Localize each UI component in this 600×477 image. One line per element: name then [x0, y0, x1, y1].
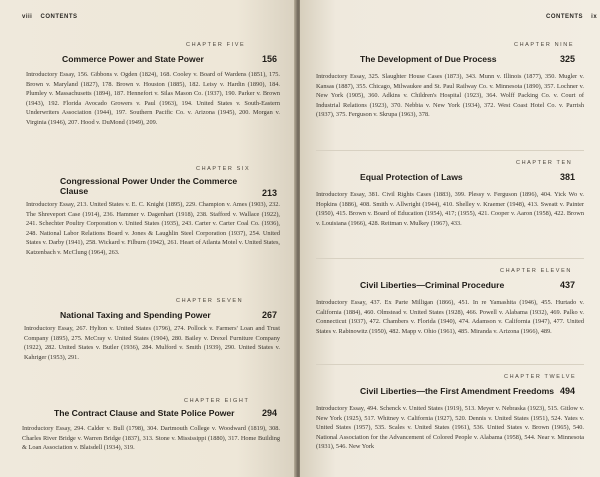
chapter-title: Congressional Power Under the Commerce Clause [60, 176, 238, 196]
chapter-label: CHAPTER FIVE [186, 42, 246, 48]
chapter-label: CHAPTER TWELVE [504, 374, 577, 380]
chapter-page: 267 [262, 310, 278, 320]
chapter-label: CHAPTER TEN [516, 160, 573, 166]
divider [316, 258, 584, 259]
chapter-title: Civil Liberties—the First Amendment Freedoms [360, 386, 555, 396]
chapter-label: CHAPTER ELEVEN [500, 268, 572, 274]
chapter-page: 494 [560, 386, 576, 396]
chapter-contents: Introductory Essay, 294. Calder v. Bull (1798), 304. Dartmouth College v. Woodward (1819), 308. Charles River Bridge v. Warren Bridge (1837), 313. Stone v. Mississippi (1880), 317. Home Building & Loan Association v. Blaisdell (1934), 319. [22, 425, 280, 452]
left-page [0, 0, 296, 477]
chapter-contents: Introductory Essay, 213. United States v. E. C. Knight (1895), 229. Champion v. Ames (1903), 232. The Shreveport Case (1914), 236. Hammer v. Dagenhart (1918), 238. Stafford v. Wallace (1922), 241. Schechter Poultry Corporation v. United States (1935), 243. Carter v. Carter Coal Co. (1936), 248. National Labor Relations Board v. Jones & Laughlin Steel Corporation (1937), 254. United States v. Darby (1941), 258. Wickard v. Filburn (1942), 261. Heart of Atlanta Motel v. United States, Katzenbach v. McClung (1964), 263. [26, 201, 280, 256]
chapter-contents: Introductory Essay, 267. Hylton v. United States (1796), 274. Pollock v. Farmers' Loan and Trust Company (1895), 275. McCray v. United States (1904), 280. Bailey v. Drexel Furniture Company (1922), 282. United States v. Butler (1936), 284. Mulford v. Smith (1939), 290. United States v. Kahriger (1953), 291. [24, 325, 280, 361]
chapter-title: National Taxing and Spending Power [60, 310, 211, 320]
running-head-right [546, 14, 597, 20]
chapter-label: CHAPTER EIGHT [184, 398, 250, 404]
chapter-label: CHAPTER NINE [514, 42, 575, 48]
chapter-label: CHAPTER SEVEN [176, 298, 244, 304]
chapter-page: 294 [262, 408, 278, 418]
page-number: ix [591, 14, 598, 20]
running-head-label: CONTENTS [40, 14, 78, 20]
chapter-title: The Contract Clause and State Police Power [54, 408, 235, 418]
page-number: viii [22, 14, 33, 20]
running-head-left [22, 14, 78, 20]
chapter-page: 437 [560, 280, 576, 290]
chapter-contents: Introductory Essay, 325. Slaughter House Cases (1873), 343. Munn v. Illinois (1877), 350. Mugler v. Kansas (1887), 355. Chicago, Milwaukee and St. Paul Railway Co. v. Minnesota (1890), 357. Lochner v. New York (1905), 360. Adkins v. Children's Hospital (1923), 364. Wolff Packing Co. v. Court of Industrial Relations (1923), 370. Nebbia v. New York (1934), 372. West Coast Hotel Co. v. Parrish (1937), 375. Ferguson v. Skrupa (1963), 378. [316, 73, 584, 119]
chapter-title: Civil Liberties—Criminal Procedure [360, 280, 505, 290]
chapter-title: The Development of Due Process [360, 54, 497, 64]
chapter-page: 325 [560, 54, 576, 64]
chapter-label: CHAPTER SIX [196, 166, 251, 172]
divider [316, 364, 584, 365]
right-page [300, 0, 600, 477]
chapter-page: 156 [262, 54, 278, 64]
running-head-label: CONTENTS [546, 14, 583, 20]
chapter-page: 213 [262, 188, 278, 198]
chapter-contents: Introductory Essay, 437. Ex Parte Milligan (1866), 451. In re Yamashita (1946), 455. Hurtado v. California (1884), 460. Olmstead v. United States (1928), 466. Powell v. Alabama (1932), 469. Palko v. Connecticut (1937), 472. Chambers v. Florida (1940), 474. Adamson v. California (1947), 477. United States v. Rabinowitz (1950), 482. Mapp v. Ohio (1961), 485. Miranda v. Arizona (1966), 489. [316, 299, 584, 335]
chapter-contents: Introductory Essay, 381. Civil Rights Cases (1883), 399. Plessy v. Ferguson (1896), 404. Yick Wo v. Hopkins (1886), 408. Smith v. Allwright (1944), 410. Shelley v. Kraemer (1948), 413. Sweatt v. Painter (1950), 415. Brown v. Board of Education (1954), 417; (1955), 421. Cooper v. Aaron (1958), 422. Brown v. Louisiana (1966), 428. Reitman v. Mulkey (1967), 433. [316, 191, 584, 227]
chapter-page: 381 [560, 172, 576, 182]
chapter-contents: Introductory Essay, 494. Schenck v. United States (1919), 513. Meyer v. Nebraska (1923), 515. Gitlow v. New York (1925), 517. Whitney v. California (1927), 520. Dennis v. United States (1951), 524. Yates v. United States (1957), 535. Scales v. United States (1961), 536. United States v. Brown (1965), 540. National Association for the Advancement of Colored People v. Alabama (1958), 544. Near v. Minnesota (1931), 546. New York [316, 405, 584, 451]
chapter-contents: Introductory Essay, 156. Gibbons v. Ogden (1824), 168. Cooley v. Board of Wardens (1851), 175. Brown v. Maryland (1827), 178. Brown v. Houston (1885), 182. Leisy v. Hardin (1890), 184. Plumley v. Massachusetts (1894), 187. Hennefort v. Silas Mason Co. (1937), 190. Parker v. Brown (1943), 192. Florida Avocado Growers v. Paul (1963), 194. United States v. South-Eastern Underwriters Association (1944), 197. Southern Pacific Co. v. Arizona (1945), 200. Morgan v. Virginia (1946), 207. Hood v. DuMond (1949), 209. [26, 71, 280, 126]
divider [316, 150, 584, 151]
chapter-title: Equal Protection of Laws [360, 172, 463, 182]
chapter-title: Commerce Power and State Power [62, 54, 204, 64]
